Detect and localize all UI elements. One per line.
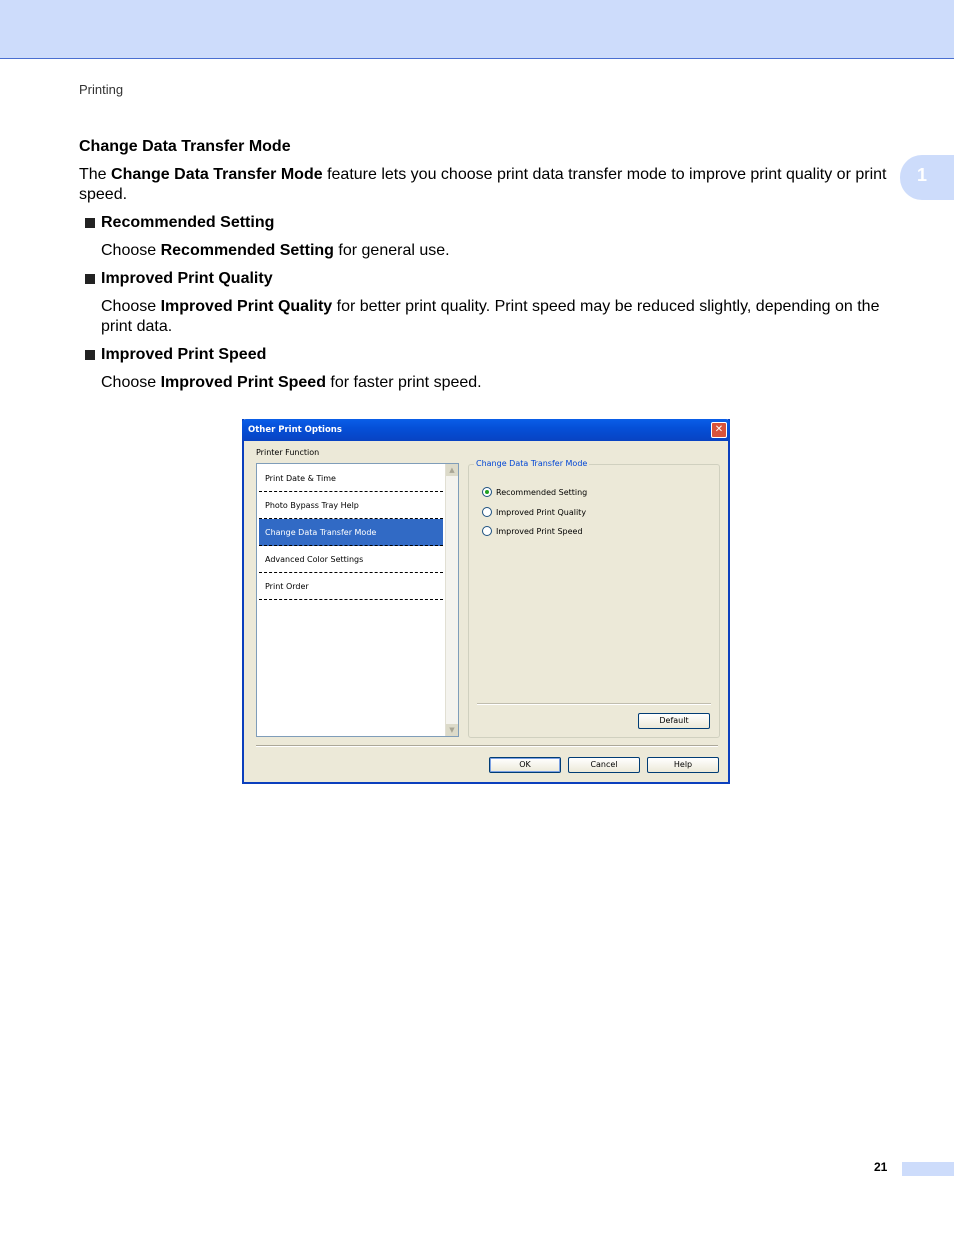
radio-checked-icon: [482, 487, 492, 497]
intro-suffix: feature lets you choose print data transfer mode to improve print quality or print speed.: [79, 166, 887, 203]
option-title-recommended: [79, 213, 894, 233]
function-item-advanced-color[interactable]: [259, 546, 443, 573]
other-print-options-dialog: [242, 419, 730, 784]
help-button[interactable]: Help: [647, 757, 719, 773]
desc-suffix: for faster print speed.: [325, 374, 482, 391]
ok-button[interactable]: OK: [489, 757, 561, 773]
chapter-number: 1: [917, 165, 928, 185]
intro-paragraph: [79, 165, 894, 205]
option-title-quality: [79, 269, 894, 289]
radio-improved-print-speed[interactable]: [482, 526, 583, 536]
group-label: Change Data Transfer Mode: [476, 459, 588, 468]
desc-bold: Improved Print Speed: [160, 374, 326, 391]
desc-suffix: for general use.: [333, 242, 450, 259]
option-title-text: Recommended Setting: [101, 214, 275, 231]
bullet-square-icon: [85, 350, 95, 360]
desc-prefix: Choose: [101, 298, 161, 315]
option-desc-quality: [79, 297, 894, 337]
page-number: 21: [874, 1160, 888, 1174]
group-divider: [477, 703, 711, 705]
bullet-square-icon: [85, 218, 95, 228]
chapter-tab: [900, 155, 954, 200]
function-item-photo-bypass[interactable]: [259, 492, 443, 519]
footer-band: [902, 1162, 954, 1176]
scroll-up-icon[interactable]: ▲: [446, 464, 458, 476]
desc-suffix: for better print quality. Print speed may be reduced slightly, depending on the print data.: [101, 298, 880, 335]
option-title-text: Improved Print Speed: [101, 346, 267, 363]
function-item-label: Photo Bypass Tray Help: [265, 501, 359, 510]
intro-prefix: The: [79, 166, 112, 183]
desc-bold: Improved Print Quality: [160, 298, 333, 315]
desc-bold: Recommended Setting: [160, 242, 334, 259]
radio-recommended-setting[interactable]: [482, 487, 587, 497]
default-button[interactable]: Default: [638, 713, 710, 729]
running-header: Printing: [79, 82, 124, 97]
top-band: [0, 0, 954, 59]
radio-label: Improved Print Quality: [496, 507, 587, 517]
radio-unchecked-icon: [482, 507, 492, 517]
desc-prefix: Choose: [101, 374, 161, 391]
bullet-square-icon: [85, 274, 95, 284]
scroll-down-icon[interactable]: ▼: [446, 724, 458, 736]
dialog-titlebar[interactable]: [242, 419, 730, 441]
radio-improved-print-quality[interactable]: [482, 507, 586, 517]
desc-prefix: Choose: [101, 242, 161, 259]
function-item-label: Print Date & Time: [265, 474, 336, 483]
dialog-divider: [256, 745, 718, 747]
function-item-label: Print Order: [265, 582, 309, 591]
intro-bold: Change Data Transfer Mode: [111, 166, 323, 183]
cancel-button[interactable]: Cancel: [568, 757, 640, 773]
option-title-speed: [79, 345, 894, 365]
option-desc-speed: [79, 373, 894, 393]
radio-label: Improved Print Speed: [496, 526, 583, 536]
dialog-title: Other Print Options: [248, 425, 342, 435]
option-desc-recommended: [79, 241, 894, 261]
printer-function-list[interactable]: [256, 463, 459, 737]
function-item-label: Change Data Transfer Mode: [265, 528, 377, 537]
function-item-print-date-time[interactable]: [259, 465, 443, 492]
section-heading: Change Data Transfer Mode: [79, 138, 291, 155]
printer-function-label: Printer Function: [256, 448, 320, 457]
function-item-label: Advanced Color Settings: [265, 555, 364, 564]
section-content: [79, 137, 894, 401]
transfer-mode-group: [468, 459, 720, 738]
radio-label: Recommended Setting: [496, 487, 588, 497]
function-item-change-data-transfer[interactable]: [259, 519, 443, 546]
radio-unchecked-icon: [482, 526, 492, 536]
list-scrollbar[interactable]: [445, 464, 458, 736]
option-title-text: Improved Print Quality: [101, 270, 273, 287]
function-item-print-order[interactable]: [259, 573, 443, 600]
close-icon[interactable]: ✕: [711, 422, 727, 438]
